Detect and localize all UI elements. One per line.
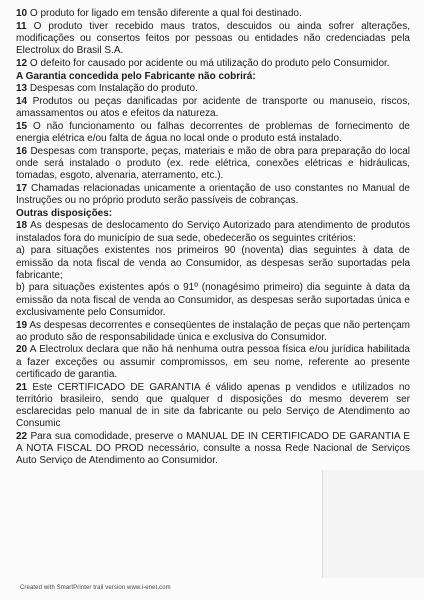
clause-text: As despesas decorrentes e conseqüentes de instalação de peças que não pertençam ao produto são de responsabilidade única e exclusiva do Consumidor. xyxy=(16,319,410,343)
clause-number: 10 xyxy=(16,8,28,19)
clause-number: 19 xyxy=(16,319,28,331)
clause-19 xyxy=(16,320,410,344)
clause-number: 16 xyxy=(16,145,28,157)
clause-text: O defeito for causado por acidente ou má utilização do produto pelo Consumidor. xyxy=(27,57,390,69)
clause-14 xyxy=(16,96,410,120)
clause-text: Despesas com Instalação do produto. xyxy=(27,83,198,95)
clause-number: 17 xyxy=(16,182,28,194)
clause-10 xyxy=(16,8,410,20)
clause-number: 15 xyxy=(16,120,28,132)
clause-number: 22 xyxy=(16,430,28,442)
warranty-text xyxy=(16,8,410,468)
clause-18-para-a: a) para situações existentes nos primeiros 90 (noventa) dias seguintes à data de emissão da nota fiscal de venda ao Consumidor, as despesas serão suportadas pela fabricante; xyxy=(16,245,410,281)
clause-18 xyxy=(16,220,410,244)
clause-text: Despesas com transporte, peças, materiais e mão de obra para preparação do local onde será instalado o produto (ex. rede elétrica, conexões elétricas e hidráulicas, tomadas, esgoto, alvenaria, aterramento, etc.). xyxy=(16,145,410,182)
heading-other-provisions: Outras disposições: xyxy=(16,208,113,220)
clause-text: O produto for ligado em tensão diferente a qual foi destinado. xyxy=(27,8,302,19)
clause-text: A Electrolux declara que não há nenhuma outra pessoa física e/ou jurídica habilitada a fazer exceções ou assumir compromissos, em seu nome, referente ao presente certificado de garantia. xyxy=(16,344,410,380)
clause-text: Chamadas relacionadas unicamente a orientação de uso constantes no Manual de Instruções ou no próprio produto serão passíveis de cobranças. xyxy=(16,182,410,207)
clause-number: 14 xyxy=(16,95,28,107)
items-group-b xyxy=(16,83,410,207)
clause-22 xyxy=(16,431,410,468)
clause-number: 13 xyxy=(16,83,28,95)
clause-text: Este CERTIFICADO DE GARANTIA é válido apenas p vendidos e utilizados no território brasileiro, sendo que qualquer d disposições do mesmo deverem ser esclarecidas pelo manual de in site da fabricante ou pelo Serviço de Atendimento ao Consumic xyxy=(16,381,410,430)
clause-12 xyxy=(16,58,410,70)
clause-20 xyxy=(16,344,410,381)
clause-15 xyxy=(16,121,410,145)
clause-text: As despesas de deslocamento do Serviço Autorizado para atendimento de produtos instalados fora do município de sua sede, obedecerão os seguintes critérios: xyxy=(16,220,410,244)
footer-watermark: Created with SmartPrinter trail version www.i-enet.com xyxy=(20,585,171,591)
items-group-c xyxy=(16,320,410,468)
clause-number: 21 xyxy=(16,381,28,393)
heading-not-covered: A Garantia concedida pelo Fabricante não cobrirá: xyxy=(16,71,256,83)
clause-text: Para sua comodidade, preserve o MANUAL DE IN CERTIFICADO DE GARANTIA E A NOTA FISCAL DO PROD necessário, consulte a nossa Rede Nacional de Serviços Auto Serviço de Atendimento ao Consumidor. xyxy=(16,430,410,467)
clause-11 xyxy=(16,21,410,58)
clause-17 xyxy=(16,183,410,207)
clause-number: 18 xyxy=(16,220,28,232)
clause-16 xyxy=(16,146,410,183)
clause-text: O produto tiver recebido maus tratos, descuidos ou ainda sofrer alterações, modificações ou consertos feitos por pessoas ou entidades não credenciadas pela Electrolux do Brasil S.A. xyxy=(16,20,410,57)
page-fold-overlay xyxy=(322,470,424,578)
clause-21 xyxy=(16,382,410,431)
items-group-a xyxy=(16,8,410,70)
clause-text: Produtos ou peças danificadas por acidente de transporte ou manuseio, riscos, amassamentos ou atos e efeitos da natureza. xyxy=(16,95,410,120)
clause-number: 11 xyxy=(16,20,27,32)
clause-18-para-b: b) para situações existentes após o 91º (nonagésimo primeiro) dia seguinte à data da emissão da nota fiscal de venda ao Consumidor, as despesas serão suportadas única e exclusivamente pelo Consumidor. xyxy=(16,282,410,318)
clause-13 xyxy=(16,83,410,95)
clause-number: 12 xyxy=(16,57,28,69)
clause-text: O não funcionamento ou falhas decorrentes de problemas de fornecimento de energia elétrica e/ou falta de água no local onde o produto está instalado. xyxy=(16,120,410,145)
clause-number: 20 xyxy=(16,344,28,356)
